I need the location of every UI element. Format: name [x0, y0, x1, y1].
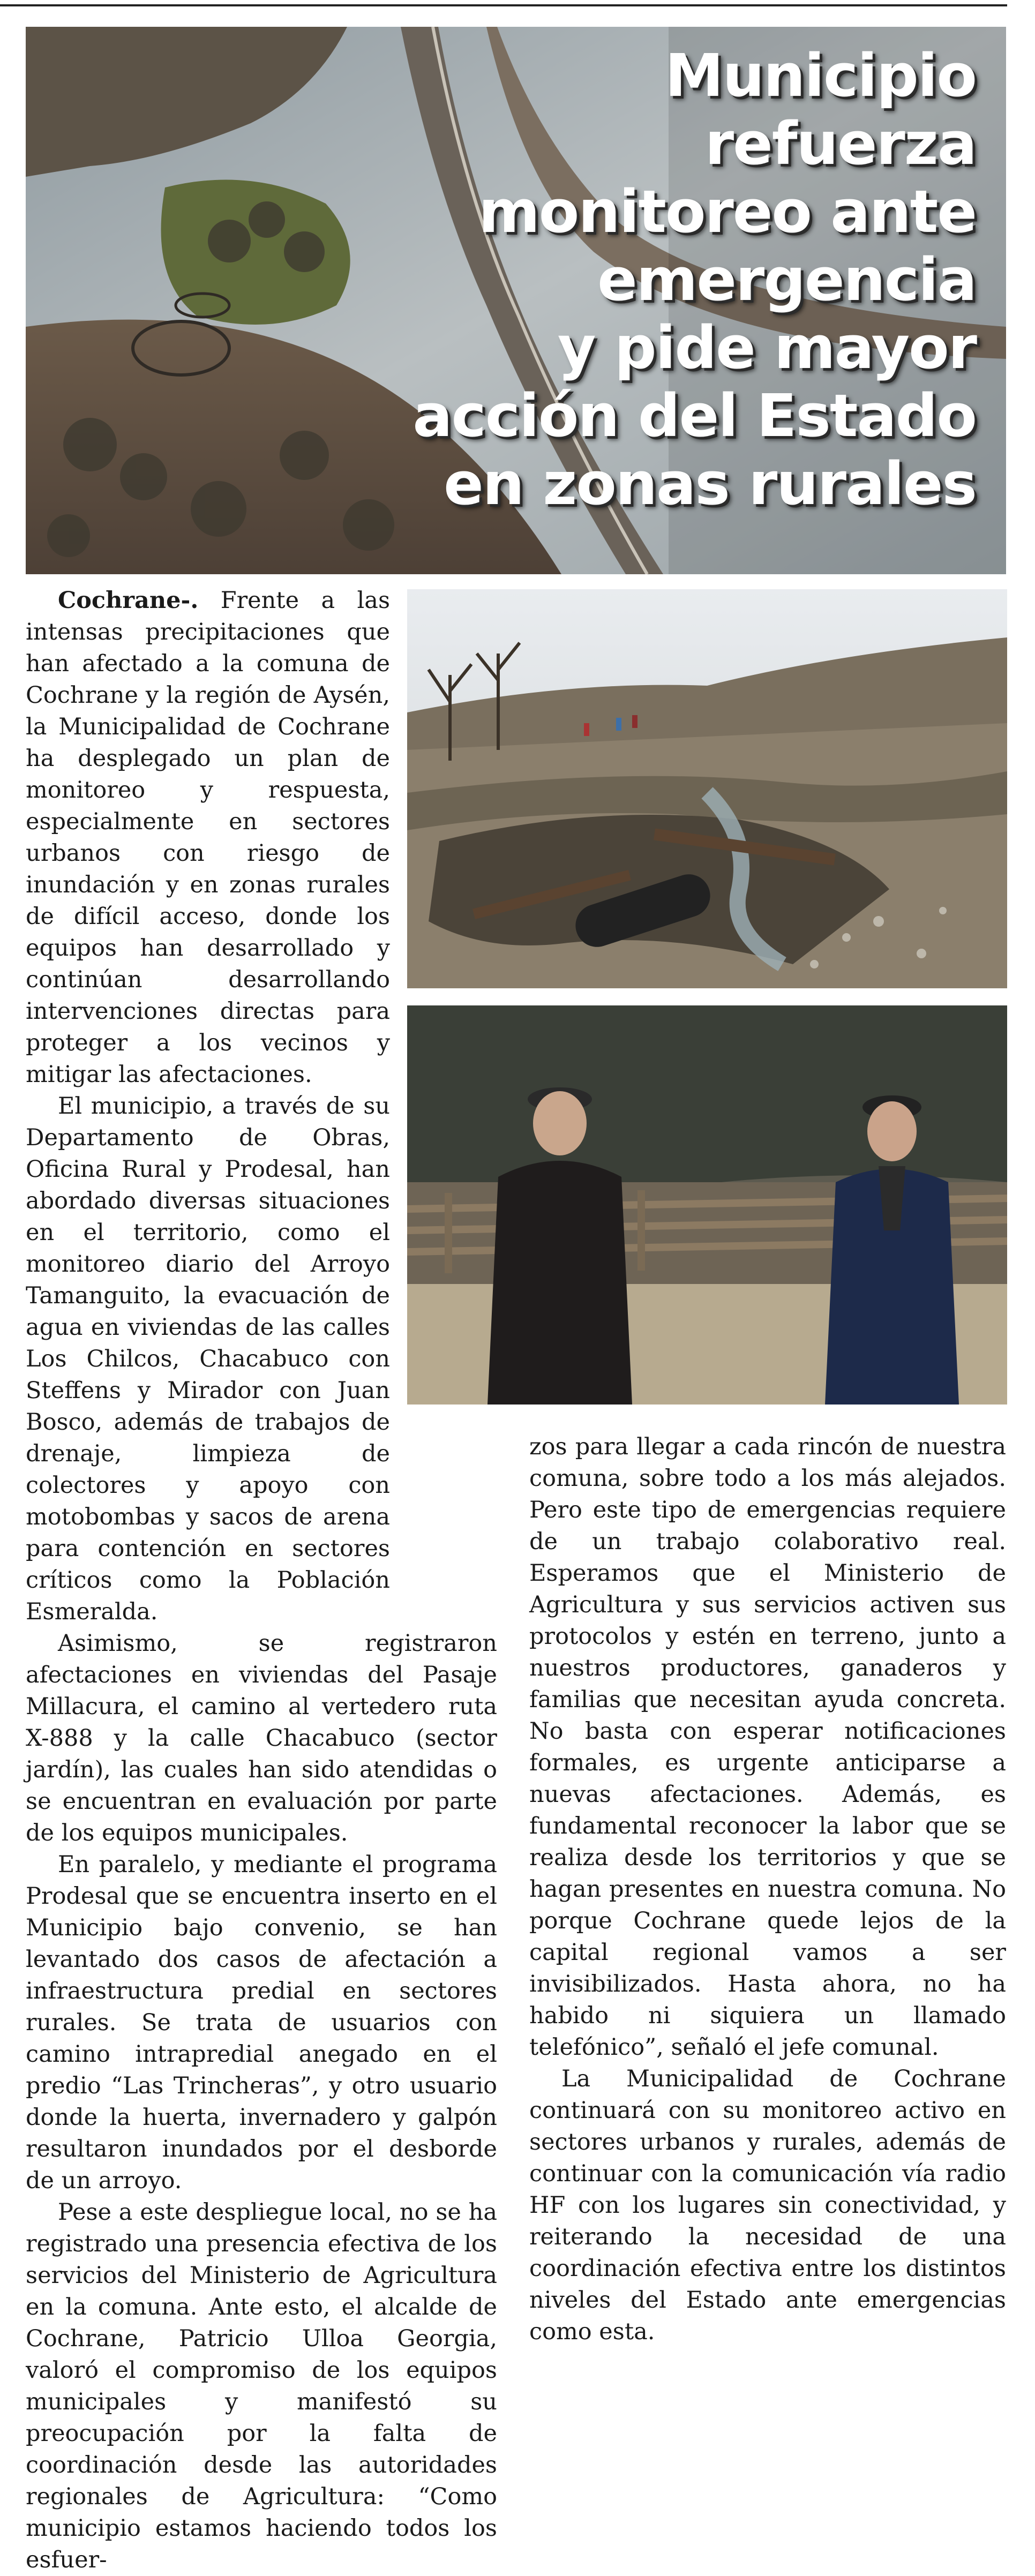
headline [412, 42, 976, 518]
headline-line: en zonas rurales [444, 449, 976, 518]
headline-line: acción del Estado [412, 381, 976, 450]
article-column-right [529, 1431, 1006, 2348]
two-men-photo [407, 1005, 1007, 1405]
wrap-beside-photos [26, 585, 390, 1628]
article-paragraph: Pese a este despliegue local, no se ha registrado una presencia efectiva de los servicios del Ministerio de Agricultura en la comuna. Ante esto, el alcalde de Cochrane, Patricio Ulloa Georgia, valoró el compromiso de los equipos municipales y manifestó su preocupación por la falta de coordinación desde las autoridades regionales de Agricultura: “Como municipio estamos haciendo todos los esfuer- [26, 2199, 497, 2573]
article-paragraph: zos para llegar a cada rincón de nuestra comuna, sobre todo a los más alejados. Pero este tipo de emergencias requiere de un trabajo colaborativo real. Esperamos que el Ministerio de Agricultura y sus servicios activen sus protocolos y estén en terreno, junto a nuestros productores, ganaderos y familias que necesitan ayuda concreta. No basta con esperar notificaciones formales, es urgente anticiparse a nuevas afectaciones. Además, es fundamental reconocer la labor que se realiza desde los territorios y que se hagan presentes en nuestra comuna. No porque Cochrane quede lejos de la capital regional vamos a ser invisibilizados. Hasta ahora, no ha habido ni siquiera un llamado telefónico”, señaló el jefe comunal. [529, 1433, 1006, 2061]
dateline: Cochrane-. [58, 587, 199, 614]
top-rule [0, 4, 1007, 6]
paragraph-text: Frente a las intensas precipitaciones que han afectado a la comuna de Cochrane y la región de Aysén, la Municipalidad de Cochrane ha desplegado un plan de monitoreo y respuesta, especialmente en sectores urbanos con riesgo de inundación y en zonas rurales de difícil acceso, donde los equipos han desarrollado y continúan desarrollando intervenciones directas para proteger a los vecinos y mitigar las afectaciones. [26, 587, 391, 1088]
aerial-flood-photo [26, 27, 1006, 574]
article-paragraph: Asimismo, se registraron afectaciones en viviendas del Pasaje Millacura, el camino al vertedero ruta X-888 y la calle Chacabuco (sector jardín), las cuales han sido atendidas o se encuentran en evaluación por parte de los equipos municipales. [26, 1630, 497, 1846]
article-column-left [26, 585, 497, 2576]
headline-line: emergencia [597, 245, 976, 314]
article-paragraph: El municipio, a través de su Departamento de Obras, Oficina Rural y Prodesal, han abordado diversas situaciones en el territorio, como el monitoreo diario del Arroyo Tamanguito, la evacuación de agua en viviendas de las calles Los Chilcos, Chacabuco con Steffens y Mirador con Juan Bosco, además de trabajos de drenaje, limpieza de colectores y apoyo con motobombas y sacos de arena para contención en sectores críticos como la Población Esmeralda. [26, 1093, 390, 1625]
headline-line: y pide mayor [557, 313, 976, 382]
article-paragraph: En paralelo, y mediante el programa Prodesal que se encuentra inserto en el Municipio bajo convenio, se han levantado dos casos de afectación a infraestructura predial en sectores rurales. Se trata de usuarios con camino intrapredial anegado en el predio “Las Trincheras”, y otro usuario donde la huerta, invernadero y galpón resultaron inundados por el desborde de un arroyo. [26, 1851, 497, 2194]
headline-line: monitoreo ante [478, 177, 976, 246]
article-paragraph [26, 585, 390, 1091]
article-paragraph: La Municipalidad de Cochrane continuará con su monitoreo activo en sectores urbanos y rurales, además de continuar con la comunicación vía radio HF con los lugares sin conectividad, y reiterando la necesidad de una coordinación efectiva entre los distintos niveles del Estado ante emergencias como esta. [529, 2066, 1006, 2345]
headline-line: refuerza [704, 109, 976, 178]
headline-line: Municipio [665, 41, 976, 110]
damaged-road-photo [407, 589, 1007, 988]
